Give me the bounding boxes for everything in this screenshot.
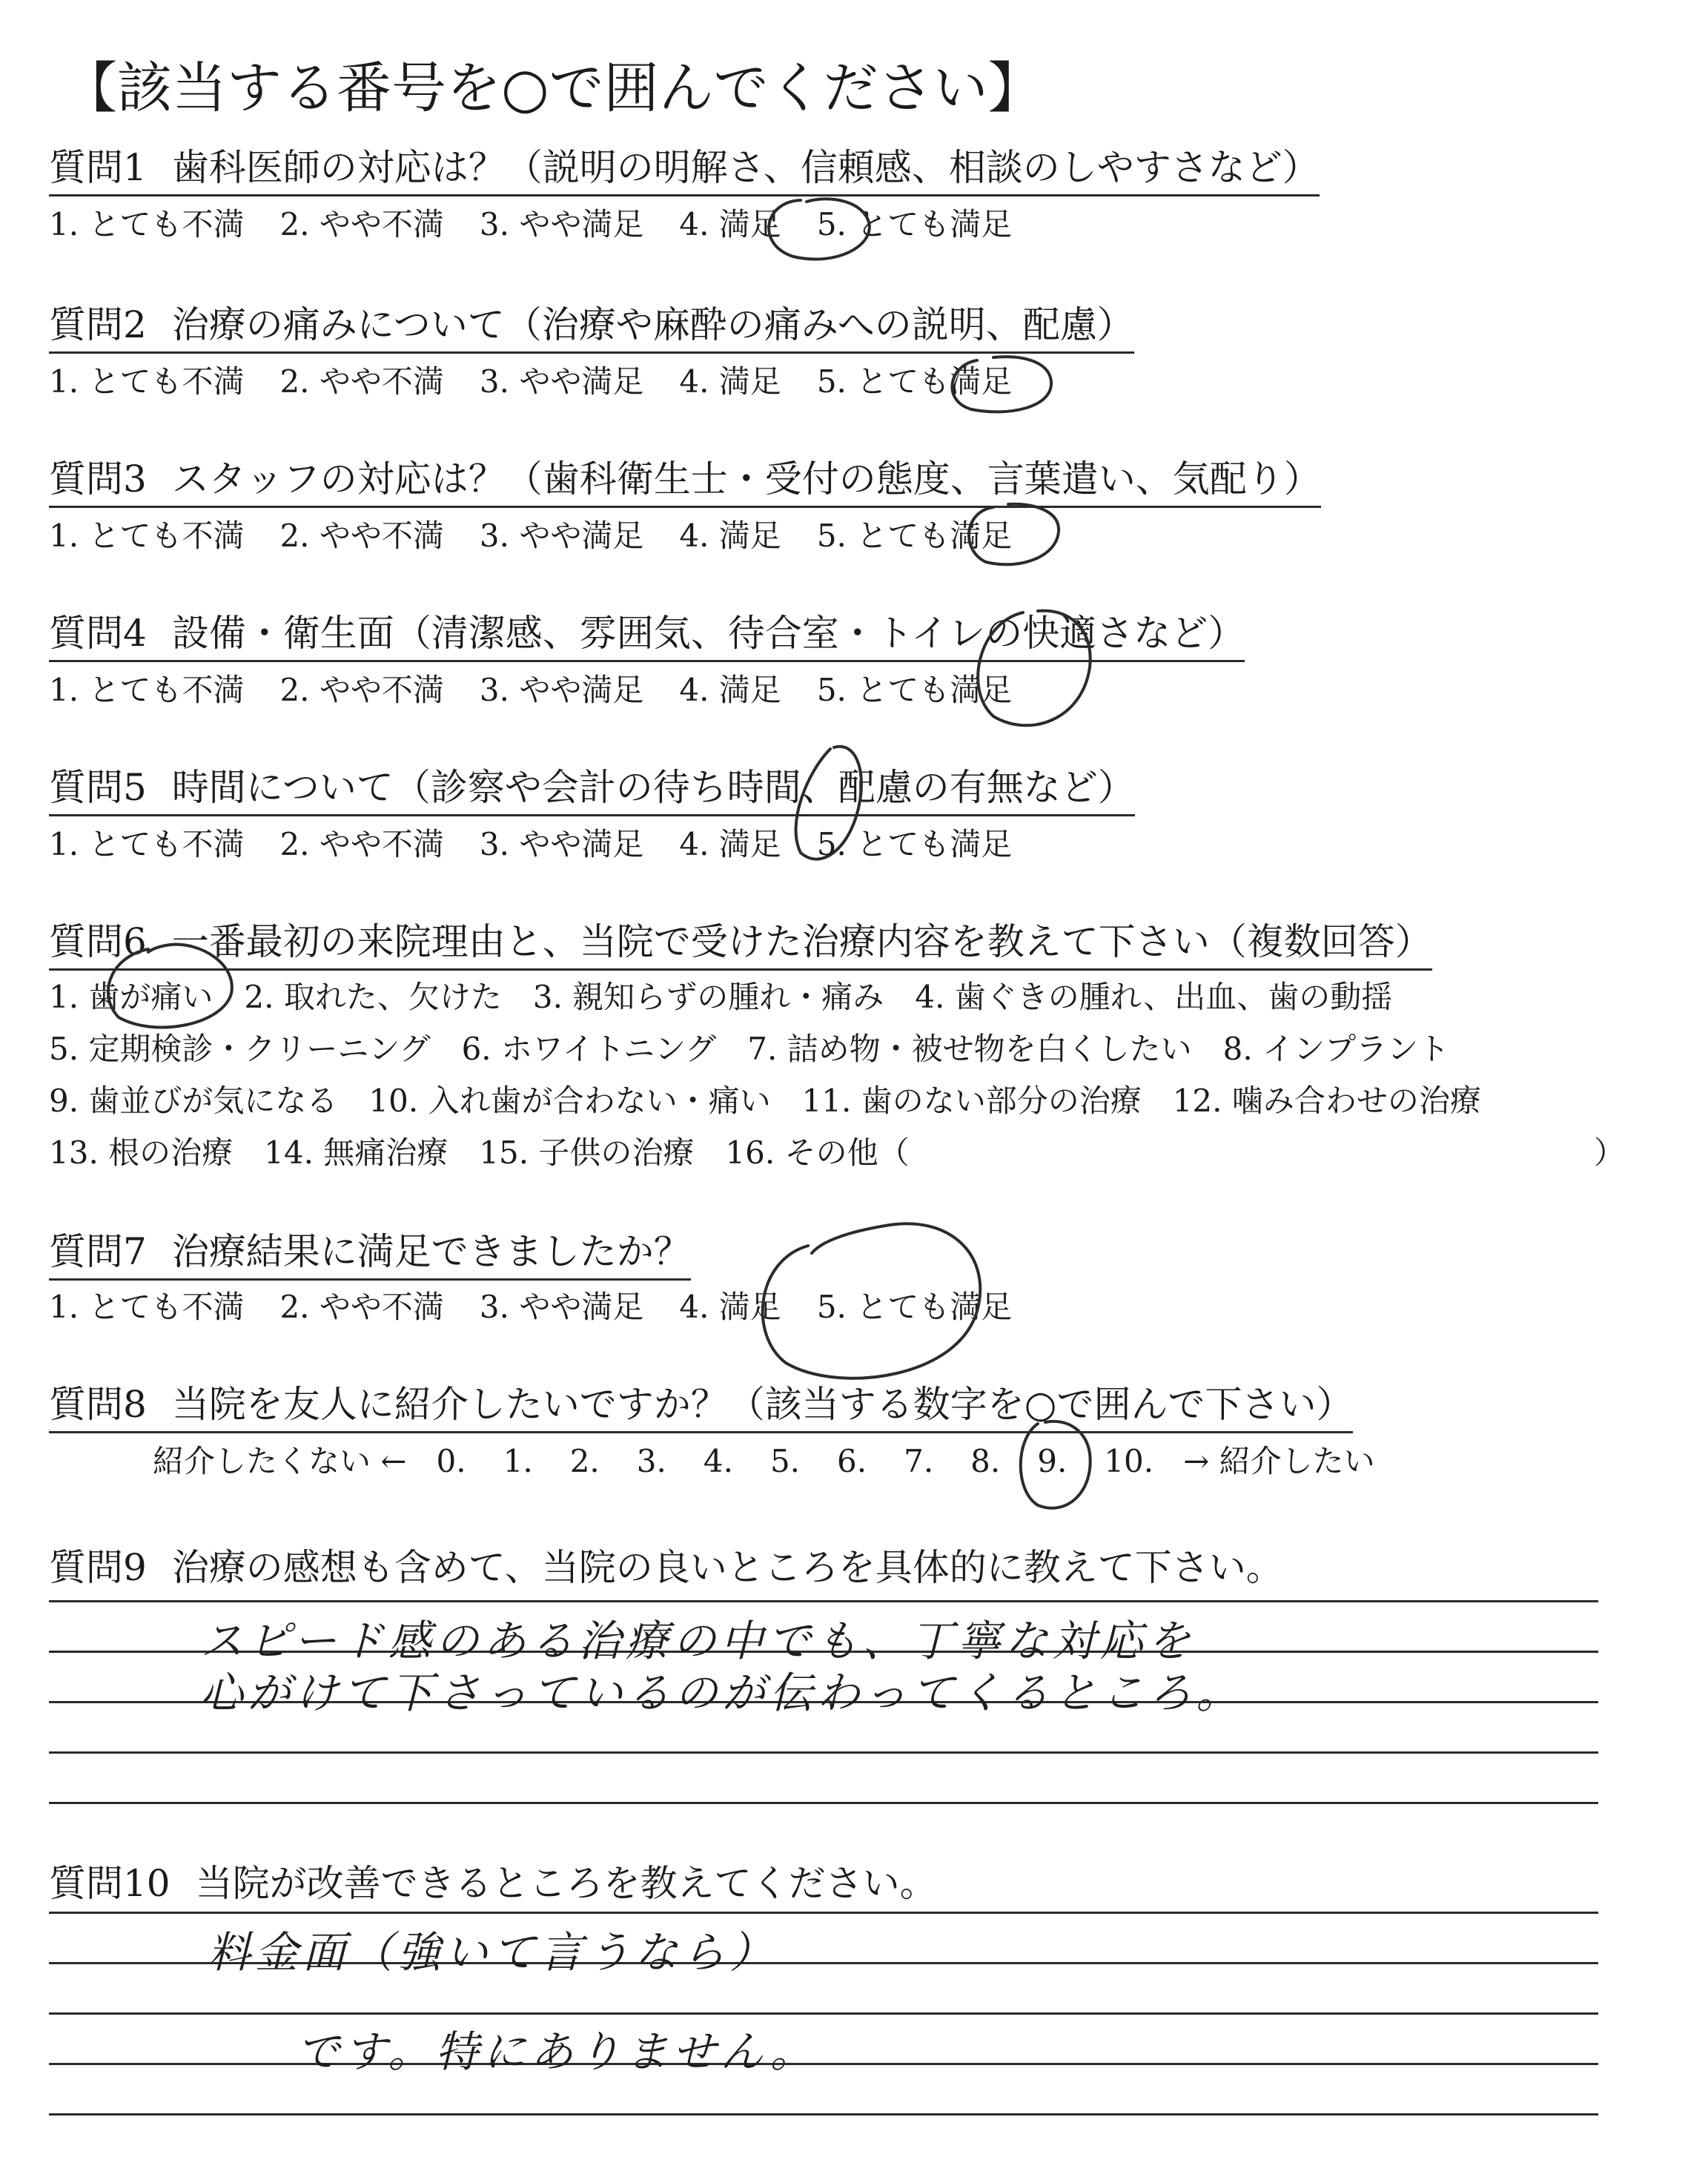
option-2-num[interactable]: 2.	[279, 518, 310, 554]
question-8-number: 質問8	[49, 1383, 147, 1426]
option-1-num[interactable]: 1.	[49, 206, 79, 242]
question-4-number: 質問4	[49, 612, 147, 655]
option-1-num[interactable]: 1.	[49, 518, 79, 554]
question-7-number: 質問7	[49, 1230, 147, 1273]
scale-right-label: → 紹介したい	[1183, 1443, 1375, 1479]
option-1-label[interactable]: とても不満	[88, 1289, 245, 1325]
option-4-num[interactable]: 4.	[679, 363, 709, 400]
scale-5[interactable]: 5.	[769, 1443, 801, 1479]
answer-line	[49, 1912, 1598, 1914]
option-1-label[interactable]: とても不満	[88, 518, 245, 554]
question-3-text: スタッフの対応は？（歯科衛生士・受付の態度、言葉遣い、気配り）	[171, 458, 1321, 501]
scale-10[interactable]: 10.	[1104, 1443, 1154, 1479]
option-1-label[interactable]: とても不満	[88, 206, 245, 242]
option-5-label[interactable]: とても満足	[856, 672, 1013, 708]
question-6-row-3[interactable]: 9. 歯並びが気になる 10. 入れ歯が合わない・痛い 11. 歯のない部分の治療 12. 噛み合わせの治療	[49, 1083, 1481, 1119]
option-3-label[interactable]: やや満足	[519, 518, 644, 554]
option-5-label[interactable]: とても満足	[856, 206, 1013, 242]
option-2-label[interactable]: やや不満	[319, 826, 444, 862]
option-4-label[interactable]: 満足	[718, 1289, 781, 1325]
option-4-num[interactable]: 4.	[679, 826, 709, 862]
option-3-num[interactable]: 3.	[479, 363, 509, 400]
option-2-label[interactable]: やや不満	[319, 518, 444, 554]
other-close-paren: ）	[1594, 1135, 1626, 1171]
option-1-label[interactable]: とても不満	[88, 826, 245, 862]
option-4-num[interactable]: 4.	[679, 672, 709, 708]
question-7-heading	[49, 1231, 691, 1281]
question-10-number: 質問10	[49, 1862, 171, 1905]
q9-answer-line-1[interactable]: スピード感のある治療の中でも、丁寧な対応を	[200, 1616, 1195, 1666]
question-10-text: 当院が改善できるところを教えてください。	[195, 1862, 937, 1905]
q10-answer-line-2[interactable]: です。特にありません。	[297, 2027, 818, 2077]
question-5-number: 質問5	[49, 766, 147, 809]
scale-1[interactable]: 1.	[503, 1443, 533, 1479]
option-4-label[interactable]: 満足	[718, 363, 781, 400]
question-1-text: 歯科医師の対応は？（説明の明解さ、信頼感、相談のしやすさなど）	[171, 146, 1320, 189]
option-2-num[interactable]: 2.	[279, 206, 310, 242]
option-4-label[interactable]: 満足	[718, 826, 781, 862]
question-3-number: 質問3	[49, 458, 147, 501]
question-4-heading	[49, 612, 1245, 662]
q10-answer-line-1[interactable]: 料金面（強いて言うなら）	[208, 1927, 778, 1978]
option-5-num[interactable]: 5.	[816, 206, 847, 242]
question-5-options	[49, 826, 1012, 863]
question-7-text: 治療結果に満足できましたか？	[171, 1230, 691, 1273]
option-2-num[interactable]: 2.	[279, 363, 310, 400]
option-5-num[interactable]: 5.	[816, 518, 847, 554]
option-3-num[interactable]: 3.	[479, 826, 509, 862]
option-1-num[interactable]: 1.	[49, 826, 79, 862]
question-4-text: 設備・衛生面（清潔感、雰囲気、待合室・トイレの快適さなど）	[171, 612, 1245, 655]
question-1-options	[49, 206, 1012, 243]
question-5-text: 時間について（診察や会計の待ち時間、配慮の有無など）	[171, 766, 1135, 809]
question-6-row-1[interactable]: 1. 歯が痛い 2. 取れた、欠けた 3. 親知らずの腫れ・痛み 4. 歯ぐきの腫れ、出血、歯の動揺	[49, 979, 1393, 1015]
question-8-text: 当院を友人に紹介したいですか？（該当する数字を○で囲んで下さい）	[171, 1383, 1354, 1426]
option-5-num[interactable]: 5.	[816, 826, 847, 862]
option-5-num[interactable]: 5.	[816, 363, 847, 400]
scale-0[interactable]: 0.	[436, 1443, 466, 1479]
option-2-num[interactable]: 2.	[279, 672, 310, 708]
option-3-label[interactable]: やや満足	[519, 1289, 644, 1325]
option-4-label[interactable]: 満足	[718, 672, 781, 708]
question-10-heading	[49, 1854, 937, 1907]
option-2-num[interactable]: 2.	[279, 826, 310, 862]
question-1-number: 質問1	[49, 146, 147, 189]
option-4-label[interactable]: 満足	[718, 206, 781, 242]
option-4-num[interactable]: 4.	[679, 518, 709, 554]
question-6-number: 質問6	[49, 920, 147, 963]
question-8-scale	[153, 1443, 1375, 1480]
question-2-number: 質問2	[49, 303, 147, 346]
question-2-heading	[49, 304, 1134, 354]
question-6-row-2[interactable]: 5. 定期検診・クリーニング 6. ホワイトニング 7. 詰め物・被せ物を白くしたい 8. インプラント	[49, 1031, 1450, 1067]
option-3-num[interactable]: 3.	[479, 1289, 509, 1325]
question-9-number: 質問9	[49, 1546, 147, 1589]
option-3-num[interactable]: 3.	[479, 206, 509, 242]
option-1-num[interactable]: 1.	[49, 1289, 79, 1325]
scale-left-label: 紹介したくない ←	[153, 1443, 407, 1479]
scale-7[interactable]: 7.	[904, 1443, 934, 1479]
question-2-text: 治療の痛みについて（治療や麻酔の痛みへの説明、配慮）	[171, 303, 1134, 346]
question-1-heading	[49, 147, 1320, 196]
option-2-num[interactable]: 2.	[279, 1289, 310, 1325]
question-8-heading	[49, 1384, 1353, 1433]
option-5-label[interactable]: とても満足	[856, 518, 1013, 554]
option-2-label[interactable]: やや不満	[319, 363, 444, 400]
option-1-num[interactable]: 1.	[49, 363, 79, 400]
option-1-label[interactable]: とても不満	[88, 672, 245, 708]
scale-6[interactable]: 6.	[837, 1443, 867, 1479]
question-3-options	[49, 518, 1012, 555]
option-3-label[interactable]: やや満足	[519, 206, 644, 242]
option-3-num[interactable]: 3.	[479, 672, 509, 708]
option-5-label[interactable]: とても満足	[856, 826, 1013, 862]
question-7-options	[49, 1289, 1012, 1326]
option-1-label[interactable]: とても不満	[88, 363, 245, 400]
question-2-options	[49, 363, 1012, 400]
option-5-num[interactable]: 5.	[816, 1289, 847, 1325]
option-4-num[interactable]: 4.	[679, 1289, 709, 1325]
option-3-label[interactable]: やや満足	[519, 363, 644, 400]
answer-line	[49, 2113, 1598, 2116]
option-4-num[interactable]: 4.	[679, 206, 709, 242]
question-6-text: 一番最初の来院理由と、当院で受けた治療内容を教えて下さい（複数回答）	[171, 920, 1432, 963]
option-3-num[interactable]: 3.	[479, 518, 509, 554]
scale-3[interactable]: 3.	[636, 1443, 666, 1479]
scale-8[interactable]: 8.	[970, 1443, 1001, 1479]
option-2-label[interactable]: やや不満	[319, 672, 444, 708]
option-4-label[interactable]: 満足	[718, 518, 781, 554]
question-9-text: 治療の感想も含めて、当院の良いところを具体的に教えて下さい。	[171, 1546, 1283, 1589]
question-6-row-4[interactable]: 13. 根の治療 14. 無痛治療 15. 子供の治療 16. その他（	[49, 1135, 910, 1171]
scale-4[interactable]: 4.	[703, 1443, 733, 1479]
option-3-label[interactable]: やや満足	[519, 826, 644, 862]
question-6-heading	[49, 921, 1432, 971]
scale-2[interactable]: 2.	[569, 1443, 600, 1479]
answer-line	[49, 1802, 1598, 1804]
question-3-heading	[49, 458, 1321, 508]
question-4-options	[49, 672, 1012, 709]
option-2-label[interactable]: やや不満	[319, 1289, 444, 1325]
answer-line	[49, 1600, 1598, 1602]
question-5-heading	[49, 767, 1135, 816]
option-5-label[interactable]: とても満足	[856, 363, 1013, 400]
scale-9[interactable]: 9.	[1037, 1443, 1068, 1479]
answer-line	[49, 2012, 1598, 2015]
option-2-label[interactable]: やや不満	[319, 206, 444, 242]
option-3-label[interactable]: やや満足	[519, 672, 644, 708]
option-5-num[interactable]: 5.	[816, 672, 847, 708]
question-9-heading	[49, 1538, 1283, 1591]
q9-answer-line-2[interactable]: 心がけて下さっているのが伝わってくるところ。	[200, 1668, 1244, 1718]
form-title: 【該当する番号を○で囲んでください】	[62, 56, 1043, 120]
answer-line	[49, 1751, 1598, 1754]
answer-line	[49, 2063, 1598, 2065]
option-1-num[interactable]: 1.	[49, 672, 79, 708]
option-5-label[interactable]: とても満足	[856, 1289, 1013, 1325]
